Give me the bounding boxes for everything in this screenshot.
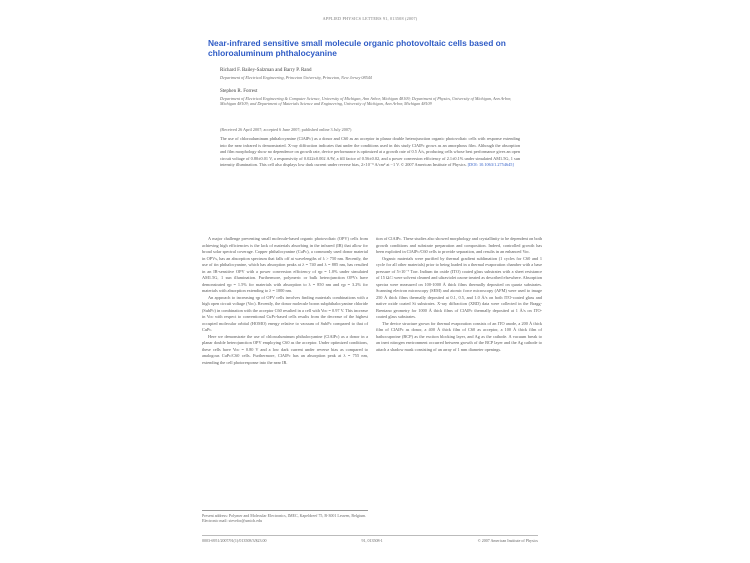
abstract xyxy=(220,136,520,169)
doi-link[interactable]: [DOI: 10.1063/1.2754645] xyxy=(467,162,514,167)
footnote: Electronic mail: stevefor@umich.edu xyxy=(202,518,262,523)
paper-page xyxy=(180,10,560,555)
body-column-left xyxy=(202,236,368,366)
footer-issn: 0003-6951/2007/91(1)/013508/3/$23.00 xyxy=(202,538,267,543)
page-footer xyxy=(202,535,538,543)
affiliation-1: Department of Electrical Engineering, Princeton University, Princeton, New Jersey 08544 xyxy=(220,75,372,80)
body-paragraph: Here we demonstrate the use of chloroaluminum phthalocyanine (ClAlPc) as a donor in a planar double heterojunction OPV employing C60 as the acceptor. Under optimized conditions, these cells have Voc = 0.80 V and a low dark current under reverse bias as compared to analogous CuPc/C60 cells. Furthermore, ClAlPc has an absorption peak at λ = 755 nm, extending the cell photoresponse into the near IR. xyxy=(202,333,368,365)
authors-group-2: Stephen R. Forrest xyxy=(220,89,258,94)
body-column-right xyxy=(376,236,542,353)
body-paragraph: tion of ClAlPc. These studies also showed morphology and crystallinity to be dependent on both growth conditions and substrate preparation and composition. Indeed, controlled growth has been exploited in ClAlPc/C60 cells to provide separation, and results in an enhanced Voc. xyxy=(376,236,542,254)
running-head: APPLIED PHYSICS LETTERS 91, 013508 (2007) xyxy=(322,16,418,21)
body-paragraph: Organic materials were purified by thermal gradient sublimation (1 cycles for C60 and 1 cycle for all other materials) prior to being loaded in a thermal evaporation chamber with a base pressure of 5×10⁻⁷ Torr. Indium tin oxide (ITO) coated glass substrates with a sheet resistance of 15 Ω/□ were solvent cleaned and ultraviolet ozone treated as described elsewhere. Absorption spectra were measured on 100-1000 Å thick films thermally deposited on quartz substrates. Scanning electron microscopy (SEM) and atomic force microscopy (AFM) were used to image 250 Å thick films thermally deposited at 0.1, 0.5, and 1.0 Å/s on both ITO-coated glass and native oxide coated Si substrates. X-ray diffraction (XRD) data were collected in the Bragg-Brentano geometry for 1000 Å thick films of ClAlPc thermally deposited at 1 Å/s on ITO-coated glass substrates. xyxy=(376,255,542,319)
abstract-text: The use of chloroaluminum phthalocyanine (ClAlPc) as a donor and C60 as an acceptor in planar double heterojunction organic photovoltaic cells with response extending into the near infrared is demonstrated. X-ray diffraction indicates that under the conditions used in this study ClAlPc grows as an amorphous film. Although the absorption and film morphology show no dependence on growth rate, device performance is optimized at a growth rate of 0.5 Å/s, producing cells whose best performance gives an open circuit voltage of 0.80±0.01 V, a responsivity of 0.022±0.002 A/W, a fill factor of 0.56±0.02, and a power conversion efficiency of 2.1±0.1% under simulated AM1.5G, 1 sun intensity illumination. This cell also displays low dark current under reverse bias, 2×10⁻⁹ A/cm² at −1 V. © 2007 American Institute of Physics. xyxy=(220,136,520,167)
footer-copyright: © 2007 American Institute of Physics xyxy=(477,538,538,543)
footnotes xyxy=(202,510,368,523)
affiliation-2: Department of Electrical Engineering & Computer Science, University of Michigan, Ann Arbor, Michigan 48109; Department of Physics, University of Michigan, Ann Arbor, Michigan 48109; and Department of Materials Science and Engineering, University of Michigan, Ann Arbor, Michigan 48109 xyxy=(220,96,512,107)
paper-title: Near-infrared sensitive small molecule organic photovoltaic cells based on chloroaluminum phthalocyanine xyxy=(208,38,506,58)
body-paragraph: An approach to increasing ηp of OPV cells involves finding materials combinations with a high open circuit voltage (Voc). Recently, the donor molecule boron subphthalocyanine chloride (SubPc) in combination with the acceptor C60 resulted in a cell with Voc = 0.97 V. This increase in Voc with respect to conventional CuPc-based cells results from the decrease of the highest occupied molecular orbital (HOMO) energy relative to vacuum of SubPc compared to that of CuPc. xyxy=(202,294,368,332)
received-dates: (Received 26 April 2007; accepted 6 June 2007; published online 3 July 2007) xyxy=(220,127,352,132)
footnote: Present address: Polymer and Molecular Electronics, IMEC, Kapeldreef 75, B-3001 Leuven, Belgium. xyxy=(202,513,367,518)
authors-group-1: Richard F. Bailey-Salzman and Barry P. Rand xyxy=(220,68,312,73)
body-paragraph: A major challenge preventing small molecule-based organic photovoltaic (OPV) cells from achieving high efficiencies is the lack of materials absorbing in the infrared (IR) that allow for broad solar spectral coverage. Copper phthalocyanine (CuPc), a commonly used donor material in OPVs, has an absorption spectrum that falls off at wavelengths of λ > 750 nm. Recently, the use of tin phthalocyanine, which has absorption peaks at λ = 740 and λ = 885 nm, has resulted in an IR-sensitive OPV with a power conversion efficiency of ηp = 1.0% under simulated AM1.5G, 1 sun illumination. Furthermore, polymeric or bulk heterojunction OPVs have demonstrated ηp = 1.5% for materials with absorption to λ = 850 nm and ηp = 3.2% for materials with absorption extending to λ = 1000 nm. xyxy=(202,236,368,293)
body-paragraph: The device structure grown for thermal evaporation consists of an ITO anode, a 200 Å thick film of ClAlPc as donor, a 400 Å thick film of C60 as acceptor, a 100 Å thick film of bathocuproine (BCP) as the exciton blocking layer, and Ag as the cathode. A vacuum break to an inert nitrogen environment occurred between growth of the BCP layer and the Ag cathode to attach a shadow mask consisting of an array of 1 mm diameter openings. xyxy=(376,320,542,352)
footer-page-number: 91, 013508-1 xyxy=(361,538,383,543)
